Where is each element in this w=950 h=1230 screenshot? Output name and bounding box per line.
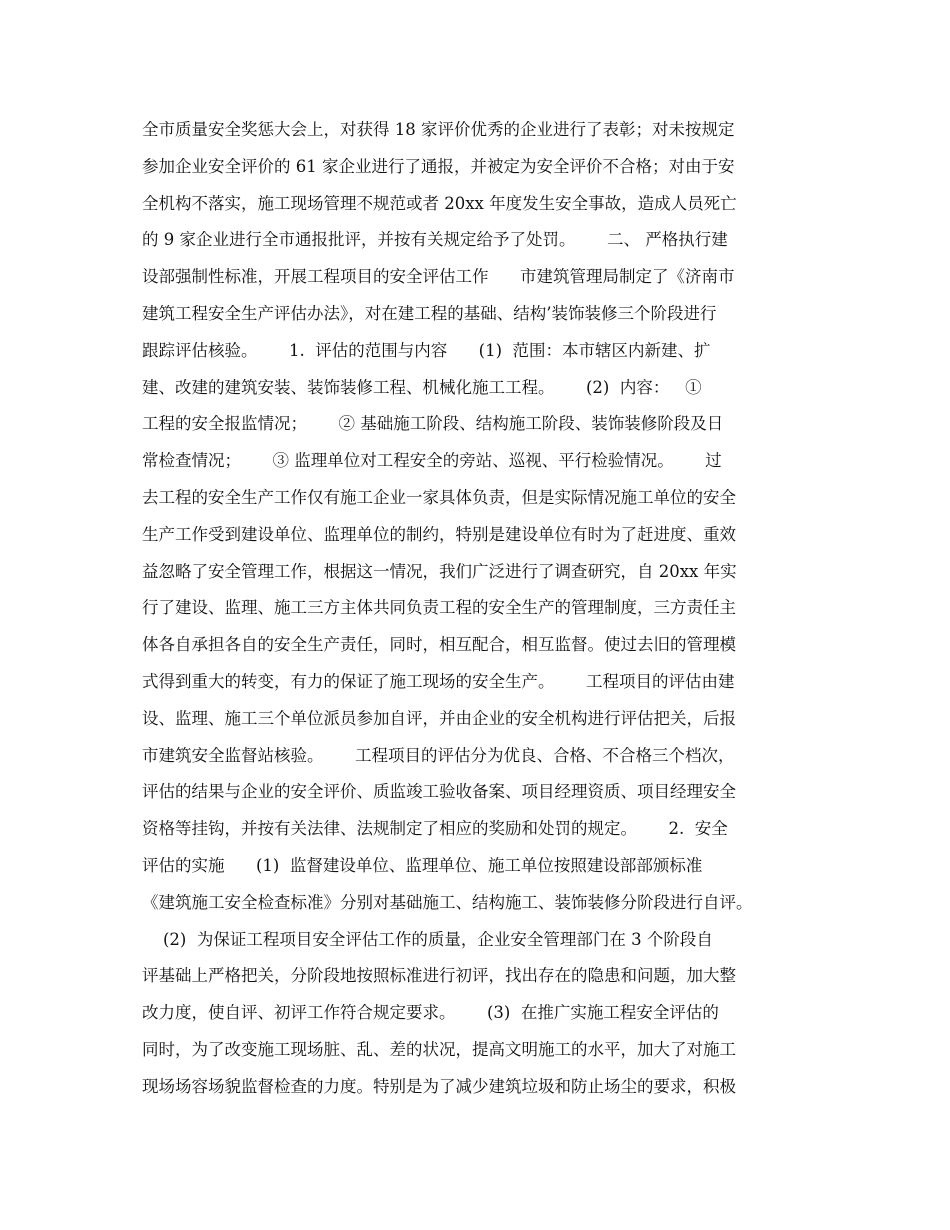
text-line-22: 《建筑施工安全检查标准》分别对基础施工、结构施工、装饰装修分阶段进行自评。 <box>142 892 753 912</box>
text-line-8: 建、改建的建筑安装、装饰装修工程、机械化施工工程。 (2) 内容： ① <box>142 377 702 397</box>
text-line-6: 建筑工程安全生产评估办法》，对在建工程的基础、结构’装饰装修三个阶段进行 <box>142 303 717 323</box>
text-line-11: 去工程的安全生产工作仅有施工企业一家具体负责，但是实际情况施工单位的安全 <box>142 487 736 507</box>
text-line-21: 评估的实施 (1) 监督建设单位、监理单位、施工单位按照建设部部颁标准 <box>142 855 703 875</box>
text-line-16: 式得到重大的转变，有力的保证了施工现场的安全生产。 工程项目的评估由建 <box>142 671 735 691</box>
text-line-27: 现场场容场貌监督检查的力度。特别是为了减少建筑垃圾和防止场尘的要求，积极 <box>142 1076 736 1096</box>
text-line-2: 参加企业安全评价的 61 家企业进行了通报，并被定为安全评价不合格；对由于安 <box>142 156 735 176</box>
text-line-24: 评基础上严格把关，分阶段地按照标准进行初评，找出存在的隐患和问题，加大整 <box>142 966 736 986</box>
text-line-3: 全机构不落实，施工现场管理不规范或者 20xx 年度发生安全事故，造成人员死亡 <box>142 193 737 213</box>
text-line-5: 设部强制性标准，开展工程项目的安全评估工作 市建筑管理局制定了《济南市 <box>142 267 735 287</box>
text-line-9: 工程的安全报监情况； ② 基础施工阶段、结构施工阶段、装饰装修阶段及日 <box>142 414 724 434</box>
text-line-20: 资格等挂钩，并按有关法律、法规制定了相应的奖励和处罚的规定。 2. 安全 <box>142 819 728 839</box>
text-line-1: 全市质量安全奖惩大会上，对获得 18 家评价优秀的企业进行了表彰；对未按规定 <box>142 120 735 139</box>
text-line-13: 益忽略了安全管理工作，根据这一情况，我们广泛进行了调查研究，自 20xx 年实 <box>142 561 737 581</box>
text-line-10: 常检查情况； ③ 监理单位对工程安全的旁站、巡视、平行检验情况。 过 <box>142 451 722 471</box>
text-line-25: 改力度，使自评、初评工作符合规定要求。 (3) 在推广实施工程安全评估的 <box>142 1003 719 1023</box>
text-line-19: 评估的结果与企业的安全评价、质监竣工验收备案、项目经理资质、项目经理安全 <box>142 782 736 802</box>
text-line-7: 跟踪评估核验。 1. 评估的范围与内容 (1) 范围：本市辖区内新建、扩 <box>142 340 711 360</box>
text-line-4: 的 9 家企业进行全市通报批评，并按有关规定给予了处罚。 二、 严格执行建 <box>142 230 728 250</box>
text-line-14: 行了建设、监理、施工三方主体共同负责工程的安全生产的管理制度，三方责任主 <box>142 598 736 618</box>
text-line-26: 同时，为了改变施工现场脏、乱、差的状况，提高文明施工的水平，加大了对施工 <box>142 1039 736 1059</box>
text-line-12: 生产工作受到建设单位、监理单位的制约，特别是建设单位有时为了赶进度、重效 <box>142 524 736 544</box>
text-line-23: (2) 为保证工程项目安全评估工作的质量，企业安全管理部门在 3 个阶段自 <box>142 929 713 949</box>
text-line-15: 体各自承担各自的安全生产责任，同时，相互配合，相互监督。使过去旧的管理模 <box>142 635 736 655</box>
document-body <box>142 112 822 1106</box>
text-line-18: 市建筑安全监督站核验。 工程项目的评估分为优良、合格、不合格三个档次， <box>142 745 735 765</box>
text-line-17: 设、监理、施工三个单位派员参加自评，并由企业的安全机构进行评估把关，后报 <box>142 708 736 728</box>
